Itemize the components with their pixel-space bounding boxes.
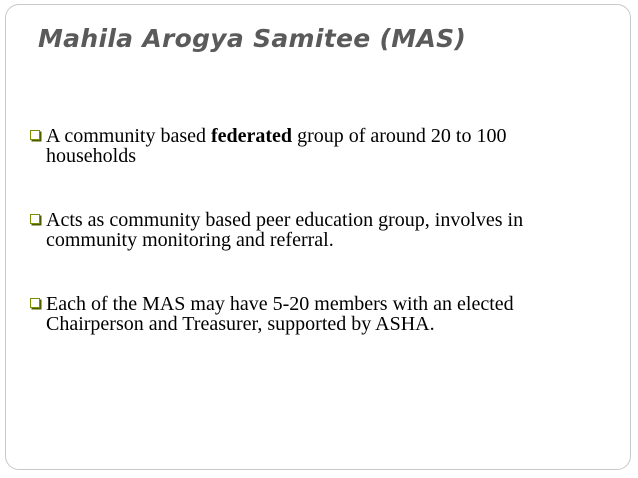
bullet-item	[30, 126, 600, 166]
slide-title: Mahila Arogya Samitee (MAS)	[38, 24, 467, 53]
square-bullet-icon	[30, 298, 40, 308]
square-bullet-icon	[30, 130, 40, 140]
bullet-text-end: group of around 20 to 100 households	[46, 125, 507, 167]
bullet-item	[30, 294, 600, 334]
bullet-text: Acts as community based peer education group, involves in community monitoring and referral.	[46, 209, 524, 251]
square-bullet-icon	[30, 214, 40, 224]
bullet-item	[30, 210, 600, 250]
bullet-text-start: A community based	[46, 125, 211, 147]
bullet-text-bold: federated	[210, 125, 293, 147]
bullet-text: Each of the MAS may have 5-20 members with an elected Chairperson and Treasurer, supported by ASHA.	[46, 293, 514, 335]
bullet-list	[30, 126, 600, 334]
